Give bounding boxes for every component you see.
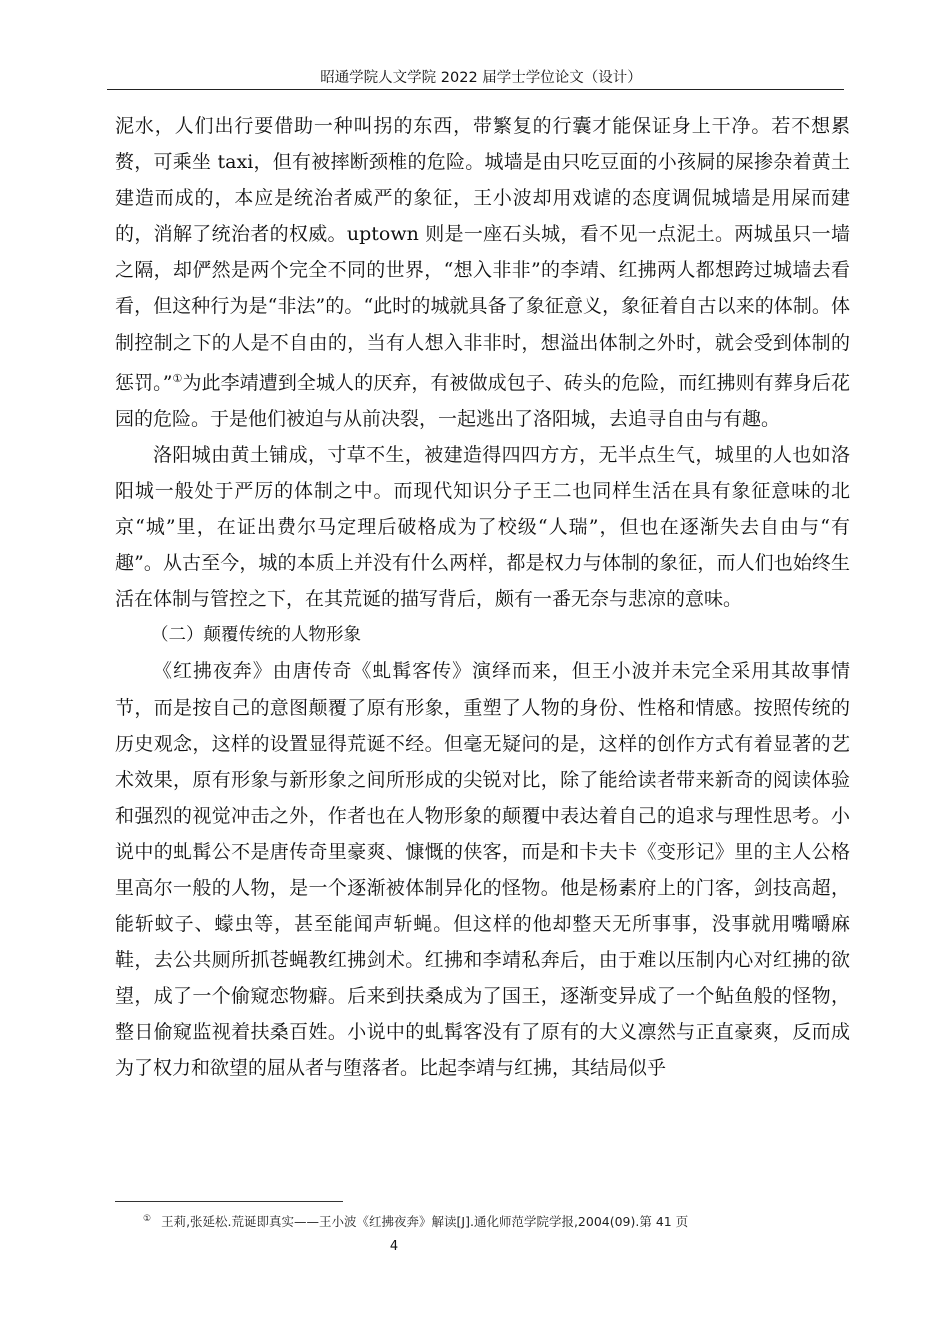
paragraph-2: 洛阳城由黄土铺成，寸草不生，被建造得四四方方，无半点生气，城里的人也如洛阳城一般处于严厉的体制之中。而现代知识分子王二也同样生活在具有象征意味的北京“城”里，在证出费尔马定理后破格成为了校级“人瑞”，但也在逐渐失去自由与“有趣”。从古至今，城的本质上并没有什么两样，都是权力与体制的象征，而人们也始终生活在体制与管控之下，在其荒诞的描写背后，颇有一番无奈与悲凉的意味。 <box>115 443 850 611</box>
paragraph-3: 《红拂夜奔》由唐传奇《虬髯客传》演绎而来，但王小波并未完全采用其故事情节，而是按自己的意图颠覆了原有形象，重塑了人物的身份、性格和情感。按照传统的历史观念，这样的设置显得荒诞不经。但毫无疑问的是，这样的创作方式有着显著的艺术效果，原有形象与新形象之间所形成的尖锐对比，除了能给读者带来新奇的阅读体验和强烈的视觉冲击之外，作者也在人物形象的颠覆中表达着自己的追求与理性思考。小说中的虬髯公不是唐传奇里豪爽、慷慨的侠客，而是和卡夫卡《变形记》里的主人公格里高尔一般的人物，是一个逐渐被体制异化的怪物。他是杨素府上的门客，剑技高超，能斩蚊子、蠓虫等，甚至能闻声斩蝇。但这样的他却整天无所事事，没事就用嘴嚼麻鞋，去公共厕所抓苍蝇教红拂剑术。红拂和李靖私奔后，由于难以压制内心对红拂的欲望，成了一个偷窥恋物癖。后来到扶桑成为了国王，逐渐变异成了一个鲇鱼般的怪物，整日偷窥监视着扶桑百姓。小说中的虬髯客没有了原有的大义凛然与正直豪爽，反而成为了权力和欲望的屈从者与堕落者。比起李靖与红拂，其结局似乎 <box>115 660 850 1080</box>
footnote-text: 王莉,张延松.荒诞即真实——王小波《红拂夜奔》解读[J].通化师范学院学报,2004(09).第 41 页 <box>161 1214 689 1229</box>
footnote-reference[interactable]: ① <box>172 371 183 385</box>
footnote-mark: ① <box>143 1214 152 1224</box>
document-body <box>115 108 850 1087</box>
header-divider <box>107 89 844 90</box>
page-header: 昭通学院人文学院 2022 届学士学位论文（设计） <box>320 70 642 86</box>
page-number: 4 <box>389 1239 399 1254</box>
footnote-divider <box>115 1201 343 1202</box>
paragraph-1-text-b: 为此李靖遭到全城人的厌弃，有被做成包子、砖头的危险，而红拂则有葬身后花园的危险。于是他们被迫与从前决裂，一起逃出了洛阳城，去追寻自由与有趣。 <box>115 371 850 430</box>
section-heading: （二）颠覆传统的人物形象 <box>151 625 361 646</box>
paragraph-1-text-a: 泥水，人们出行要借助一种叫拐的东西，带繁复的行囊才能保证身上干净。若不想累赘，可乘坐 taxi，但有被摔断颈椎的危险。城墙是由只吃豆面的小孩屙的屎掺杂着黄土建造而成的，本应是统治者威严的象征，王小波却用戏谑的态度调侃城墙是用屎而建的，消解了统治者的权威。uptown 则是一座石头城，看不见一点泥土。两城虽只一墙之隔，却俨然是两个完全不同的世界，“想入非非”的李靖、红拂两人都想跨过城墙去看看，但这种行为是“非法”的。“此时的城就具备了象征意义，象征着自古以来的体制。体制控制之下的人是不自由的，当有人想入非非时，想溢出体制之外时，就会受到体制的惩罚。” <box>115 115 850 394</box>
paragraph-1 <box>115 108 850 437</box>
footnote <box>143 1212 843 1230</box>
